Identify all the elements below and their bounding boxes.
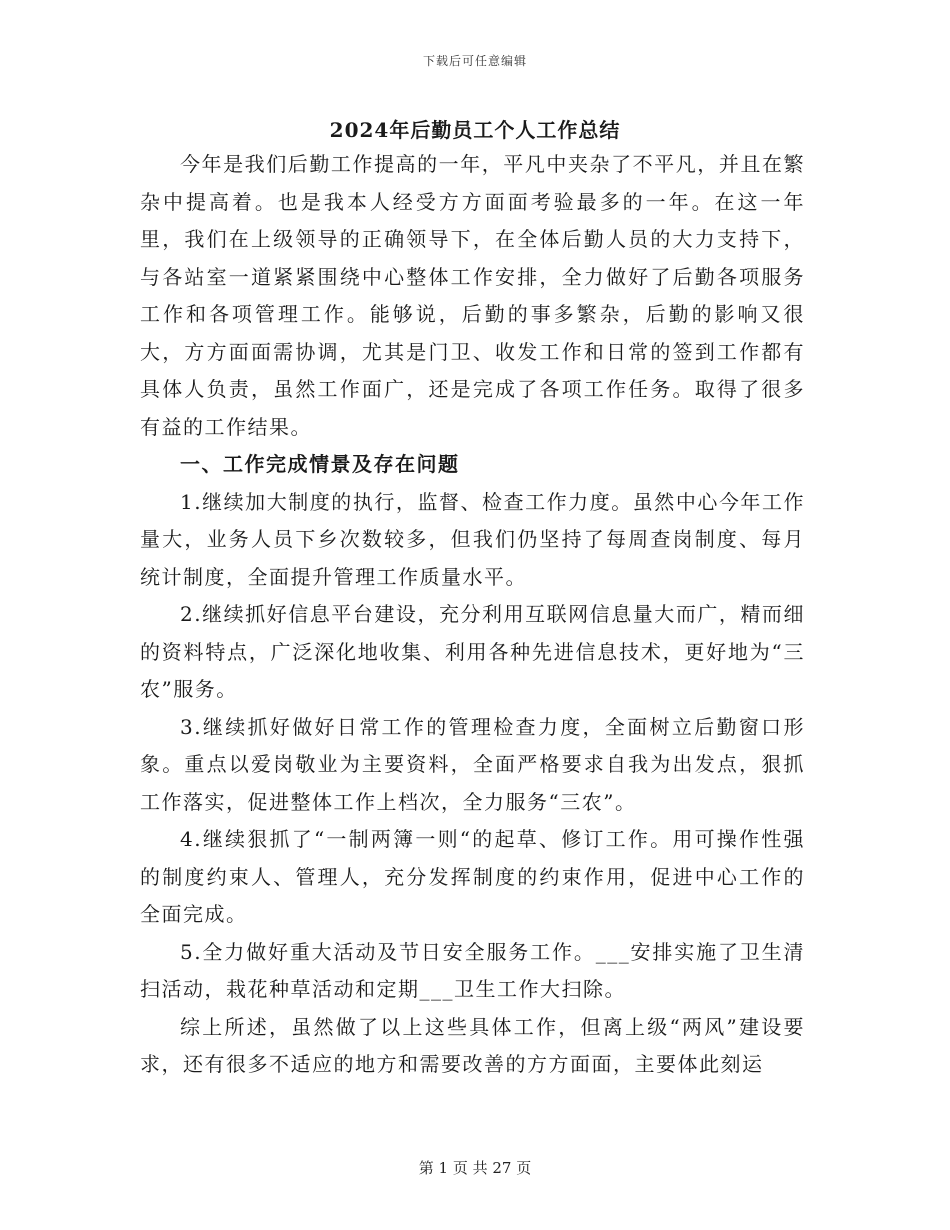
- header-note: 下载后可任意编辑: [422, 54, 527, 68]
- document-body: [140, 146, 805, 1084]
- document-title: 2024年后勤员工个人工作总结: [329, 118, 621, 142]
- page-number: 第 1 页 共 27 页: [418, 1159, 532, 1177]
- paragraph-item-4: 4.继续狠抓了“一制两簿一则“的起草、修订工作。用可操作性强的制度约束人、管理人，充分发挥制度的约束作用，促进中心工作的全面完成。: [140, 827, 805, 926]
- section-heading: 一、工作完成情景及存在问题: [180, 452, 460, 476]
- paragraph-item-2: 2.继续抓好信息平台建设，充分利用互联网信息量大而广，精而细的资料特点，广泛深化地收集、利用各种先进信息技术，更好地为“三农”服务。: [140, 602, 805, 701]
- paragraph-item-5: 5.全力做好重大活动及节日安全服务工作。___安排实施了卫生清扫活动，栽花种草活动和定期___卫生工作大扫除。: [140, 939, 805, 1001]
- paragraph-item-3: 3.继续抓好做好日常工作的管理检查力度，全面树立后勤窗口形象。重点以爱岗敬业为主要资料，全面严格要求自我为出发点，狠抓工作落实，促进整体工作上档次，全力服务“三农”。: [140, 714, 805, 814]
- paragraph-summary: 综上所述，虽然做了以上这些具体工作，但离上级“两风”建设要求，还有很多不适应的地方和需要改善的方方面面，主要体此刻运: [140, 1014, 805, 1076]
- paragraph-intro: 今年是我们后勤工作提高的一年，平凡中夹杂了不平凡，并且在繁杂中提高着。也是我本人经受方方面面考验最多的一年。在这一年里，我们在上级领导的正确领导下，在全体后勤人员的大力支持下，与各站室一道紧紧围绕中心整体工作安排，全力做好了后勤各项服务工作和各项管理工作。能够说，后勤的事多繁杂，后勤的影响又很大，方方面面需协调，尤其是门卫、收发工作和日常的签到工作都有具体人负责，虽然工作面广，还是完成了各项工作任务。取得了很多有益的工作结果。: [140, 152, 805, 439]
- paragraph-item-1: 1.继续加大制度的执行，监督、检查工作力度。虽然中心今年工作量大，业务人员下乡次数较多，但我们仍坚持了每周查岗制度、每月统计制度，全面提升管理工作质量水平。: [140, 489, 805, 589]
